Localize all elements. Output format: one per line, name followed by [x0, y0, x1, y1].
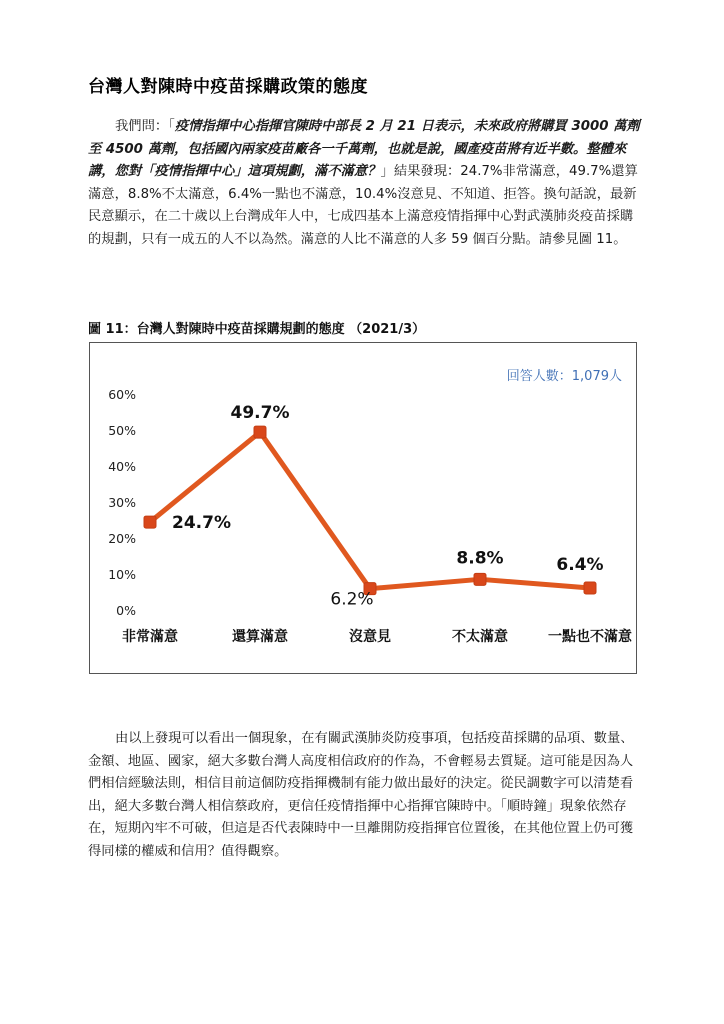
y-tick-label: 50%: [108, 423, 136, 438]
x-category-label: 沒意見: [349, 629, 391, 645]
y-tick-label: 10%: [108, 567, 136, 582]
data-label: 6.4%: [556, 554, 604, 575]
y-tick-label: 60%: [108, 387, 136, 402]
data-label: 49.7%: [230, 403, 290, 424]
line-chart: [90, 343, 636, 673]
paragraph-2: [88, 728, 640, 864]
x-category-label: 不太滿意: [452, 629, 508, 645]
data-point: [584, 582, 596, 594]
paragraph-1-lead: 我們問：「: [115, 119, 175, 134]
data-label: 6.2%: [330, 589, 374, 610]
x-category-label: 還算滿意: [232, 629, 288, 645]
y-tick-label: 20%: [108, 531, 136, 546]
survey-question: 疫情指揮中心指揮官陳時中部長 2 月 21 日表示，未來政府將購買 3000 萬劑至 4500 萬劑，包括國內兩家疫苗廠各一千萬劑，也就是說，國產疫苗將有近半數。整體來講，您對「疫情指揮中心」這項規劃，滿不滿意？: [88, 119, 640, 180]
data-point: [144, 516, 156, 528]
chart-frame: [89, 342, 637, 674]
respondents-count: 回答人數：1,079人: [506, 369, 622, 384]
x-category-label: 非常滿意: [122, 629, 178, 645]
data-label: 8.8%: [456, 548, 504, 569]
paragraph-1: [88, 116, 640, 252]
page-title: 台灣人對陳時中疫苗採購政策的態度: [88, 77, 368, 97]
paragraph-1-rest: 」結果發現：24.7%非常滿意，49.7%還算滿意，8.8%不太滿意，6.4%一點也不滿意，10.4%沒意見、不知道、拒答。換句話說，最新民意顯示，在二十歲以上台灣成年人中，七成四基本上滿意疫情指揮中心對武漢肺炎疫苗採購的規劃，只有一成五的人不以為然。滿意的人比不滿意的人多 59 個百分點。請參見圖 11。: [88, 164, 638, 247]
y-tick-label: 40%: [108, 459, 136, 474]
y-tick-label: 30%: [108, 495, 136, 510]
figure-caption: 圖 11：台灣人對陳時中疫苗採購規劃的態度 （2021/3）: [88, 322, 426, 337]
series-line: [150, 432, 590, 589]
y-tick-label: 0%: [116, 603, 136, 618]
data-label: 24.7%: [172, 513, 231, 534]
data-point: [254, 426, 266, 438]
x-category-label: 一點也不滿意: [548, 629, 632, 645]
paragraph-2-text: 由以上發現可以看出一個現象，在有關武漢肺炎防疫事項，包括疫苗採購的品項、數量、金額、地區、國家，絕大多數台灣人高度相信政府的作為，不會輕易去質疑。這可能是因為人們相信經驗法則，相信目前這個防疫指揮機制有能力做出最好的決定。從民調數字可以清楚看出，絕大多數台灣人相信蔡政府，更信任疫情指揮中心指揮官陳時中。「順時鐘」現象依然存在，短期內牢不可破，但這是否代表陳時中一旦離開防疫指揮官位置後，在其他位置上仍可獲得同樣的權威和信用？值得觀察。: [88, 731, 634, 859]
data-point: [474, 573, 486, 585]
